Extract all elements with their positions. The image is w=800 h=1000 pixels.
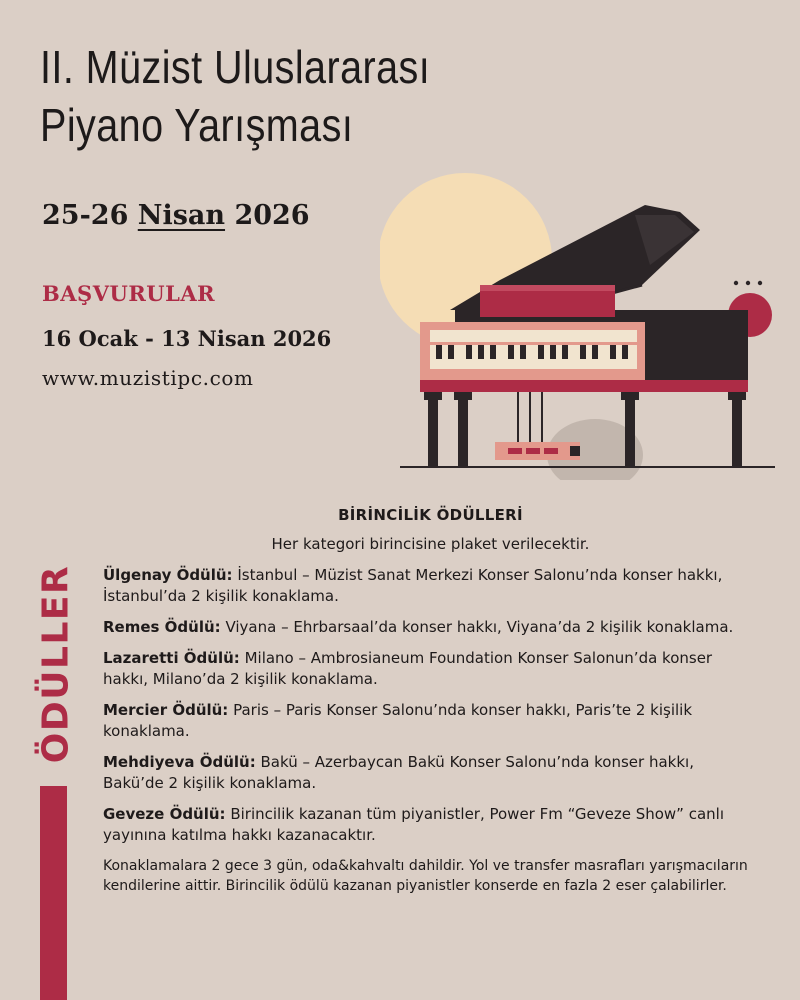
pedals bbox=[508, 448, 558, 454]
award-item-mehdiyeva bbox=[103, 752, 758, 794]
website-link[interactable]: www.muzistipc.com bbox=[42, 366, 254, 390]
award-description: Viyana – Ehrbarsaal’da konser hakkı, Viyana’da 2 kişilik konaklama. bbox=[225, 618, 734, 636]
award-name: Mehdiyeva Ödülü: bbox=[103, 753, 256, 771]
piano-keys bbox=[430, 345, 637, 369]
award-description: Paris – Paris Konser Salonu’nda konser hakkı, Paris’te 2 kişilik konaklama. bbox=[103, 701, 693, 740]
awards-side-label: ÖDÜLLER bbox=[35, 564, 77, 764]
prizes-section bbox=[103, 506, 758, 896]
award-name: Lazaretti Ödülü: bbox=[103, 649, 240, 667]
award-item-geveze bbox=[103, 804, 758, 846]
prizes-footnote: Konaklamalara 2 gece 3 gün, oda&kahvaltı dahildir. Yol ve transfer masrafları yarışmacıların kendilerine aittir. Birincilik ödülü kazanan piyanistler konserde en fazla 2 eser çalabilirler. bbox=[103, 858, 748, 894]
side-accent-bar bbox=[40, 786, 67, 1000]
applications-dates: 16 Ocak - 13 Nisan 2026 bbox=[42, 326, 332, 351]
grand-piano-illustration bbox=[380, 170, 800, 480]
award-description: Birincilik kazanan tüm piyanistler, Power Fm “Geveze Show” canlı yayınına katılma hakkı kazanacaktır. bbox=[103, 805, 724, 844]
award-item-lazaretti bbox=[103, 648, 758, 690]
award-item-mercier bbox=[103, 700, 758, 742]
award-item-remes bbox=[103, 617, 758, 638]
piano-base-band bbox=[420, 380, 748, 392]
competition-dates bbox=[42, 200, 310, 231]
award-description: Milano – Ambrosianeum Foundation Konser Salonun’da konser hakkı, Milano’da 2 kişilik konaklama. bbox=[103, 649, 713, 688]
award-name: Mercier Ödülü: bbox=[103, 701, 229, 719]
award-name: Ülgenay Ödülü: bbox=[103, 566, 233, 584]
award-name: Remes Ödülü: bbox=[103, 618, 221, 636]
date-year: 2026 bbox=[234, 200, 310, 231]
prizes-heading: BİRİNCİLİK ÖDÜLLERİ bbox=[338, 506, 523, 524]
award-description: Bakü – Azerbaycan Bakü Konser Salonu’nda konser hakkı, Bakü’de 2 kişilik konaklama. bbox=[103, 753, 694, 792]
prizes-intro: Her kategori birincisine plaket verilecektir. bbox=[271, 535, 590, 553]
award-name: Geveze Ödülü: bbox=[103, 805, 226, 823]
title-line-2: Piyano Yarışması bbox=[40, 99, 354, 151]
award-item-ulgenay bbox=[103, 565, 758, 607]
date-days: 25-26 bbox=[42, 200, 129, 231]
applications-heading: BAŞVURULAR bbox=[42, 281, 216, 306]
title-line-1: II. Müzist Uluslararası bbox=[40, 41, 431, 93]
floor-line bbox=[400, 466, 775, 468]
keyboard-cream bbox=[430, 330, 637, 342]
pedal-rods bbox=[518, 392, 542, 442]
award-description: İstanbul – Müzist Sanat Merkezi Konser Salonu’nda konser hakkı, İstanbul’da 2 kişilik konaklama. bbox=[103, 566, 723, 605]
decorative-dots bbox=[734, 281, 762, 285]
page-title bbox=[40, 38, 430, 154]
date-month: Nisan bbox=[137, 200, 226, 231]
